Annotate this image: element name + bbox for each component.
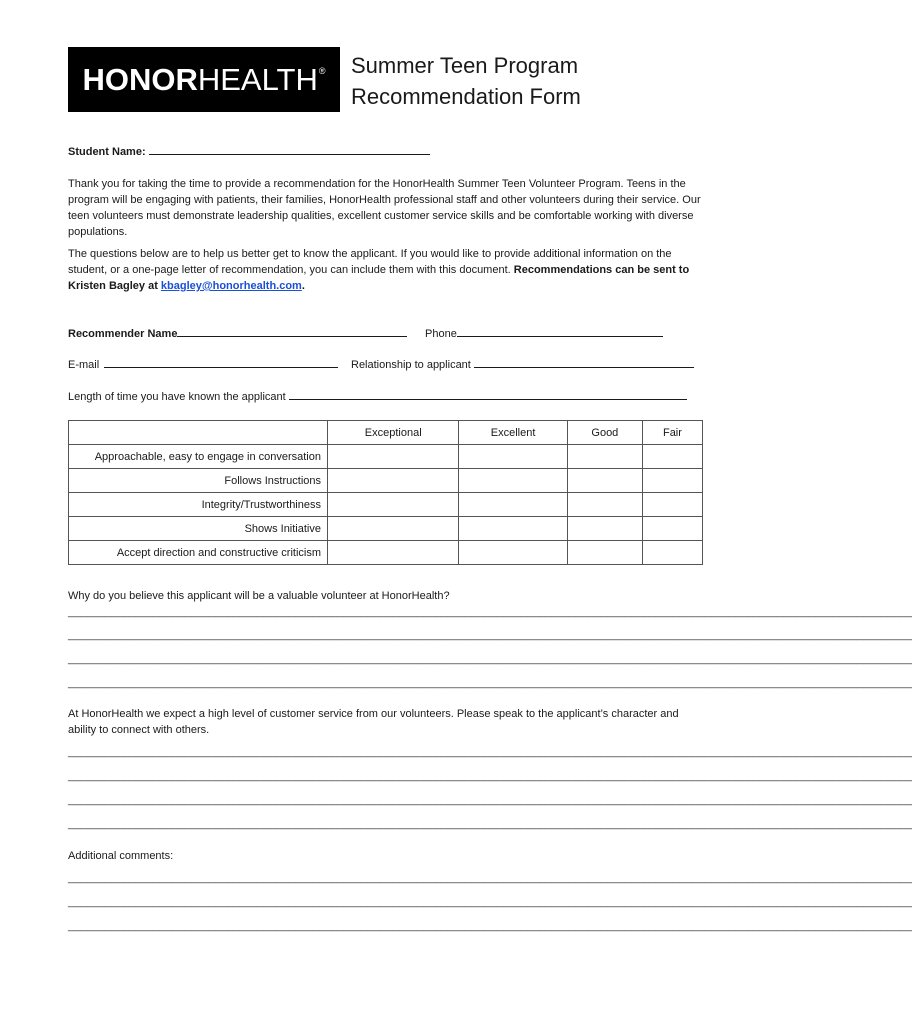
logo-regular-text: HEALTH (197, 62, 318, 97)
length-known-field[interactable] (289, 399, 687, 400)
rating-col-header: Exceptional (328, 421, 459, 445)
rating-cell[interactable] (642, 469, 702, 493)
student-name-row (68, 144, 430, 160)
answer-line[interactable]: __________________________________________________________________________________________________________________________________________ (68, 896, 912, 908)
rating-cell[interactable] (642, 517, 702, 541)
rating-cell[interactable] (567, 541, 642, 565)
rating-row (69, 517, 703, 541)
rating-row (69, 445, 703, 469)
answer-line[interactable]: __________________________________________________________________________________________________________________________________________ (68, 920, 912, 932)
rating-cell[interactable] (328, 445, 459, 469)
questions-end: . (301, 280, 305, 292)
questions-paragraph (68, 246, 708, 294)
answer-line[interactable]: __________________________________________________________________________________________________________________________________________ (68, 606, 912, 618)
student-name-label: Student Name: (68, 146, 146, 158)
additional-comments-label: Additional comments: (68, 850, 174, 862)
rating-cell[interactable] (567, 469, 642, 493)
questions-text: The questions below are to help us better get to know the applicant. If you would like to provide additional information on the student, or a one-page letter of recommendation, you can include them with this document. (68, 248, 672, 276)
rating-header-blank (69, 421, 328, 445)
rating-row-label: Integrity/Trustworthiness (69, 493, 328, 517)
length-known-label: Length of time you have known the applicant (68, 391, 286, 403)
title-line-2: Recommendation Form (351, 84, 581, 109)
email-label: E-mail (68, 359, 100, 371)
rating-col-header: Good (567, 421, 642, 445)
question-2: At HonorHealth we expect a high level of customer service from our volunteers. Please speak to the applicant’s character and ability to connect with others. (68, 708, 679, 736)
phone-label: Phone (425, 328, 457, 340)
rating-cell[interactable] (328, 469, 459, 493)
relationship-field[interactable] (474, 367, 694, 368)
email-row (68, 357, 338, 373)
answer-line[interactable]: __________________________________________________________________________________________________________________________________________ (68, 653, 912, 665)
recommender-name-field[interactable] (177, 336, 407, 337)
questions-bold-text: Recommendations can be sent to Kristen Bagley at (68, 264, 690, 292)
rating-cell[interactable] (459, 517, 567, 541)
form-title (351, 50, 581, 112)
rating-cell[interactable] (567, 517, 642, 541)
rating-cell[interactable] (459, 541, 567, 565)
answer-line[interactable]: __________________________________________________________________________________________________________________________________________ (68, 746, 912, 758)
rating-cell[interactable] (642, 493, 702, 517)
answer-line[interactable]: __________________________________________________________________________________________________________________________________________ (68, 629, 912, 641)
email-field[interactable] (104, 367, 338, 368)
recommender-name-row (68, 326, 407, 342)
email-link[interactable]: kbagley@honorhealth.com (160, 280, 302, 292)
rating-cell[interactable] (642, 541, 702, 565)
rating-cell[interactable] (328, 541, 459, 565)
rating-row-label: Accept direction and constructive criticism (69, 541, 328, 565)
rating-cell[interactable] (642, 445, 702, 469)
answer-line[interactable]: __________________________________________________________________________________________________________________________________________ (68, 818, 912, 830)
rating-table (68, 420, 703, 565)
rating-row-label: Approachable, easy to engage in conversation (69, 445, 328, 469)
answer-line[interactable]: __________________________________________________________________________________________________________________________________________ (68, 770, 912, 782)
rating-row (69, 469, 703, 493)
rating-row (69, 493, 703, 517)
answer-line[interactable]: __________________________________________________________________________________________________________________________________________ (68, 794, 912, 806)
rating-header-row (69, 421, 703, 445)
rating-row-label: Shows Initiative (69, 517, 328, 541)
answer-line[interactable]: __________________________________________________________________________________________________________________________________________ (68, 872, 912, 884)
rating-cell[interactable] (459, 493, 567, 517)
student-name-field[interactable] (149, 154, 430, 155)
title-line-1: Summer Teen Program (351, 53, 579, 78)
intro-paragraph: Thank you for taking the time to provide a recommendation for the HonorHealth Summer Teen Volunteer Program. Teens in the program will be engaging with patients, their families, HonorHealth professional staff and other volunteers during their service. Our teen volunteers must demonstrate leadership qualities, excellent customer service skills and be comfortable working with diverse populations. (68, 178, 701, 238)
honorhealth-logo (68, 47, 340, 112)
rating-cell[interactable] (328, 493, 459, 517)
rating-col-header: Excellent (459, 421, 567, 445)
registered-mark: ® (318, 66, 326, 76)
question-1: Why do you believe this applicant will be a valuable volunteer at HonorHealth? (68, 590, 450, 602)
rating-row (69, 541, 703, 565)
logo-bold-text: HONOR (82, 62, 198, 97)
rating-cell[interactable] (567, 493, 642, 517)
rating-cell[interactable] (567, 445, 642, 469)
relationship-label: Relationship to applicant (351, 359, 471, 371)
relationship-row (351, 357, 694, 373)
rating-col-header: Fair (642, 421, 702, 445)
length-known-row (68, 389, 687, 405)
rating-row-label: Follows Instructions (69, 469, 328, 493)
rating-cell[interactable] (328, 517, 459, 541)
rating-cell[interactable] (459, 469, 567, 493)
recommender-name-label: Recommender Name (68, 328, 178, 340)
phone-field[interactable] (457, 336, 663, 337)
rating-cell[interactable] (459, 445, 567, 469)
phone-row (425, 326, 663, 342)
answer-line[interactable]: __________________________________________________________________________________________________________________________________________ (68, 677, 912, 689)
